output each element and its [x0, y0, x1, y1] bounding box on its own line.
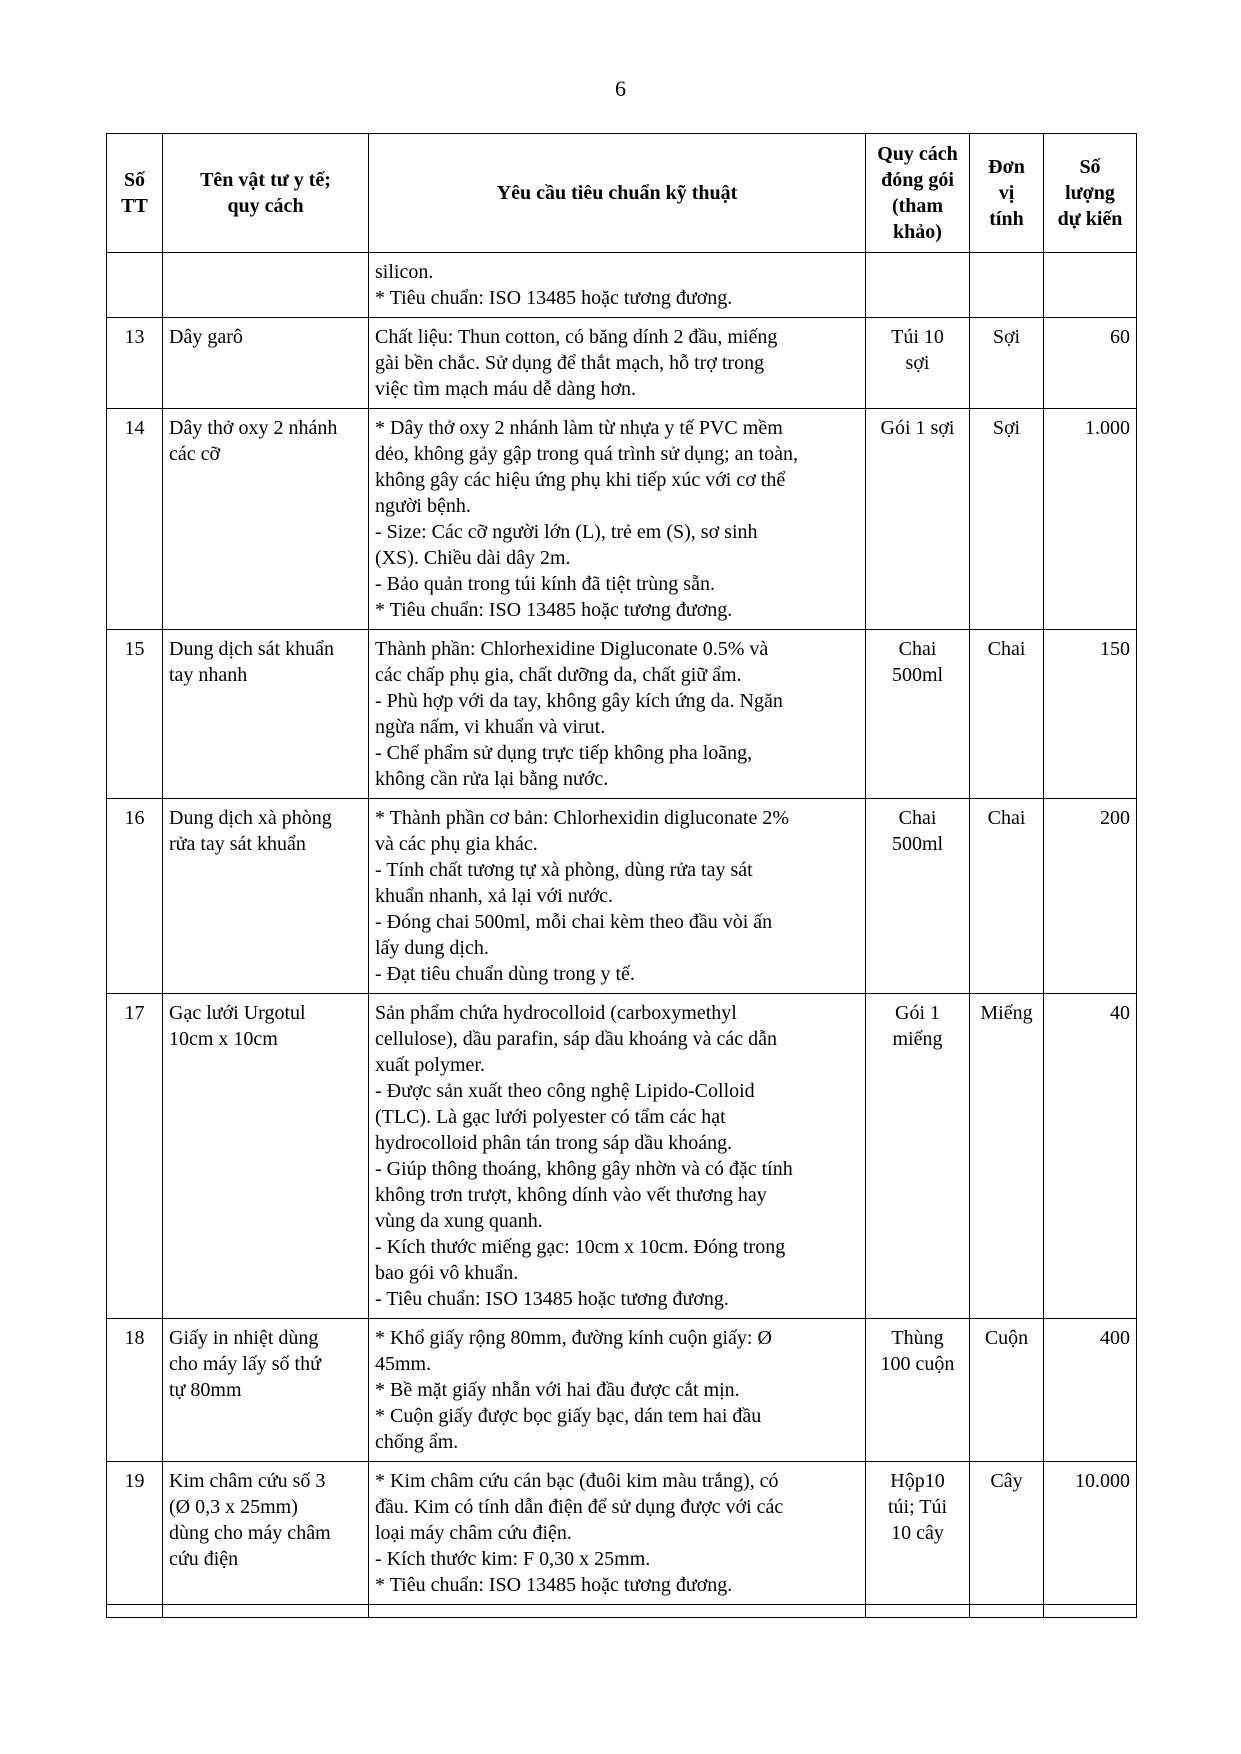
cell-name: Dây thở oxy 2 nhánh các cỡ — [163, 409, 369, 630]
cell-spec: Chất liệu: Thun cotton, có băng dính 2 đầu, miếng gài bền chắc. Sử dụng để thắt mạch, hỗ trợ trong việc tìm mạch máu dễ dàng hơn. — [369, 318, 866, 409]
cell-spec: silicon. * Tiêu chuẩn: ISO 13485 hoặc tương đương. — [369, 253, 866, 318]
cell-qty: 400 — [1044, 1319, 1137, 1462]
cell-stt — [107, 1605, 163, 1618]
cell-stt: 16 — [107, 799, 163, 994]
cell-qty: 40 — [1044, 994, 1137, 1319]
cell-name: Kim châm cứu số 3 (Ø 0,3 x 25mm) dùng cho máy châm cứu điện — [163, 1462, 369, 1605]
cell-unit: Chai — [970, 630, 1044, 799]
header-pack: Quy cách đóng gói (tham khảo) — [866, 134, 970, 253]
header-unit: Đơn vị tính — [970, 134, 1044, 253]
cell-name: Dung dịch sát khuẩn tay nhanh — [163, 630, 369, 799]
cell-unit: Chai — [970, 799, 1044, 994]
cell-unit — [970, 1605, 1044, 1618]
cell-name: Giấy in nhiệt dùng cho máy lấy số thứ tự 80mm — [163, 1319, 369, 1462]
cell-qty: 10.000 — [1044, 1462, 1137, 1605]
header-spec: Yêu cầu tiêu chuẩn kỹ thuật — [369, 134, 866, 253]
table-row — [107, 409, 1137, 630]
table-header-row — [107, 134, 1137, 253]
cell-spec: * Thành phần cơ bản: Chlorhexidin digluconate 2% và các phụ gia khác. - Tính chất tương tự xà phòng, dùng rửa tay sát khuẩn nhanh, xả lại với nước. - Đóng chai 500ml, mỗi chai kèm theo đầu vòi ấn lấy dung dịch. - Đạt tiêu chuẩn dùng trong y tế. — [369, 799, 866, 994]
table-row — [107, 1319, 1137, 1462]
cell-qty: 200 — [1044, 799, 1137, 994]
cell-stt — [107, 253, 163, 318]
cell-qty: 150 — [1044, 630, 1137, 799]
table-row — [107, 1462, 1137, 1605]
cell-name: Gạc lưới Urgotul 10cm x 10cm — [163, 994, 369, 1319]
cell-name: Dung dịch xà phòng rửa tay sát khuẩn — [163, 799, 369, 994]
table-row — [107, 253, 1137, 318]
cell-name — [163, 1605, 369, 1618]
cell-pack — [866, 253, 970, 318]
cell-pack: Túi 10 sợi — [866, 318, 970, 409]
cell-pack: Gói 1 sợi — [866, 409, 970, 630]
cell-pack: Chai 500ml — [866, 630, 970, 799]
cell-qty: 60 — [1044, 318, 1137, 409]
cell-stt: 14 — [107, 409, 163, 630]
cell-qty — [1044, 1605, 1137, 1618]
cell-pack: Chai 500ml — [866, 799, 970, 994]
cell-spec: * Khổ giấy rộng 80mm, đường kính cuộn giấy: Ø 45mm. * Bề mặt giấy nhẵn với hai đầu được cắt mịn. * Cuộn giấy được bọc giấy bạc, dán tem hai đầu chống ẩm. — [369, 1319, 866, 1462]
page-number: 6 — [615, 76, 626, 101]
cell-qty — [1044, 253, 1137, 318]
cell-spec: * Dây thở oxy 2 nhánh làm từ nhựa y tế PVC mềm dẻo, không gảy gập trong quá trình sử dụng; an toàn, không gây các hiệu ứng phụ khi tiếp xúc với cơ thể người bệnh. - Size: Các cỡ người lớn (L), trẻ em (S), sơ sinh (XS). Chiều dài dây 2m. - Bảo quản trong túi kính đã tiệt trùng sẵn. * Tiêu chuẩn: ISO 13485 hoặc tương đương. — [369, 409, 866, 630]
cell-spec: * Kim châm cứu cán bạc (đuôi kim màu trắng), có đầu. Kim có tính dẫn điện để sử dụng được với các loại máy châm cứu điện. - Kích thước kim: F 0,30 x 25mm. * Tiêu chuẩn: ISO 13485 hoặc tương đương. — [369, 1462, 866, 1605]
cell-pack: Thùng 100 cuộn — [866, 1319, 970, 1462]
cell-spec — [369, 1605, 866, 1618]
cell-unit: Sợi — [970, 409, 1044, 630]
cell-stt: 19 — [107, 1462, 163, 1605]
cell-name: Dây garô — [163, 318, 369, 409]
specification-table — [106, 133, 1137, 1618]
cell-stt: 15 — [107, 630, 163, 799]
cell-spec: Thành phần: Chlorhexidine Digluconate 0.5% và các chấp phụ gia, chất dưỡng da, chất giữ ẩm. - Phù hợp với da tay, không gây kích ứng da. Ngăn ngừa nấm, vi khuẩn và virut. - Chế phẩm sử dụng trực tiếp không pha loãng, không cần rửa lại bằng nước. — [369, 630, 866, 799]
cell-qty: 1.000 — [1044, 409, 1137, 630]
cell-pack: Hộp10 túi; Túi 10 cây — [866, 1462, 970, 1605]
table-row — [107, 318, 1137, 409]
cell-pack — [866, 1605, 970, 1618]
table-row — [107, 1605, 1137, 1618]
cell-unit — [970, 253, 1044, 318]
cell-unit: Sợi — [970, 318, 1044, 409]
cell-stt: 13 — [107, 318, 163, 409]
header-name: Tên vật tư y tế; quy cách — [163, 134, 369, 253]
table-row — [107, 630, 1137, 799]
header-qty: Số lượng dự kiến — [1044, 134, 1137, 253]
cell-unit: Cuộn — [970, 1319, 1044, 1462]
table-row — [107, 799, 1137, 994]
cell-stt: 18 — [107, 1319, 163, 1462]
cell-stt: 17 — [107, 994, 163, 1319]
header-stt: Số TT — [107, 134, 163, 253]
cell-name — [163, 253, 369, 318]
cell-spec: Sản phẩm chứa hydrocolloid (carboxymethyl cellulose), dầu parafin, sáp dầu khoáng và các dẫn xuất polymer. - Được sản xuất theo công nghệ Lipido-Colloid (TLC). Là gạc lưới polyester có tẩm các hạt hydrocolloid phân tán trong sáp dầu khoáng. - Giúp thông thoáng, không gây nhờn và có đặc tính không trơn trượt, không dính vào vết thương hay vùng da xung quanh. - Kích thước miếng gạc: 10cm x 10cm. Đóng trong bao gói vô khuẩn. - Tiêu chuẩn: ISO 13485 hoặc tương đương. — [369, 994, 866, 1319]
cell-pack: Gói 1 miếng — [866, 994, 970, 1319]
table-row — [107, 994, 1137, 1319]
cell-unit: Cây — [970, 1462, 1044, 1605]
cell-unit: Miếng — [970, 994, 1044, 1319]
